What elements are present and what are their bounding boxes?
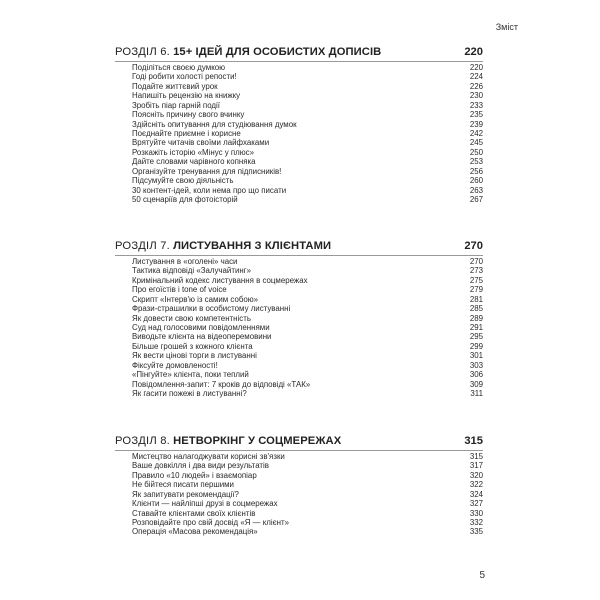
toc-entry-page: 320 [469,470,483,480]
toc-entry-page: 309 [469,379,483,389]
toc-entry-title: Подайте життєвий урок [132,81,218,91]
toc-entry-page: 224 [469,72,483,82]
toc-entry-page: 270 [469,256,483,266]
toc-entry-title: Суд над голосовими повідомленнями [132,323,270,333]
toc-entry [132,148,483,157]
toc-entry-page: 260 [469,176,483,186]
toc-entry-page: 233 [469,100,483,110]
toc-entry [132,333,483,342]
toc-entry-page: 273 [469,266,483,276]
chapter-page: 315 [464,435,483,447]
toc-entry-page: 306 [469,370,483,380]
toc-entry [132,101,483,110]
chapter-title: ЛИСТУВАННЯ З КЛІЄНТАМИ [173,240,332,252]
toc-entry [132,91,483,100]
toc-entry [132,110,483,119]
toc-entry-page: 322 [469,480,483,490]
toc-entry-title: Як гасити пожежі в листуванні? [132,389,247,399]
toc-entry-page: 327 [469,499,483,509]
chapter-heading [115,46,483,62]
chapter-page: 270 [464,240,483,252]
toc-entry [132,380,483,389]
toc-entry [132,509,483,518]
toc-entry-page: 324 [469,489,483,499]
toc-entry-title: Ставайте клієнтами своїх клієнтів [132,508,256,518]
toc-entry-title: Розповідайте про свій досвід «Я — клієнт» [132,518,290,528]
toc-entry-page: 317 [469,461,483,471]
toc-entry-title: Організуйте тренування для підписників! [132,166,282,176]
toc-entry-page: 239 [469,119,483,129]
toc-entry-page: 311 [470,389,483,399]
toc-entry-title: Годі робити холості репости! [132,72,237,82]
toc-entry [132,452,483,461]
toc-entry [132,139,483,148]
toc-entry [132,285,483,294]
toc-entry [132,157,483,166]
toc-entry-page: 256 [469,166,483,176]
toc-entry-title: Поділіться своєю думкою [132,62,226,72]
toc-entry [132,361,483,370]
toc-entry [132,314,483,323]
toc-entry [132,276,483,285]
toc-entry-title: «Пінгуйте» клієнта, поки теплий [132,370,249,380]
toc-entry [132,195,483,204]
toc-entry-page: 315 [469,451,483,461]
toc-entry-page: 299 [469,341,483,351]
chapter-page: 220 [464,46,483,58]
toc-entry-title: 50 сценаріїв для фотоісторій [132,195,238,205]
toc-entry [132,351,483,360]
toc-entry-page: 335 [469,527,483,537]
toc-entry-title: Про егоїстів і tone of voice [132,285,227,295]
toc-entry-page: 303 [469,360,483,370]
toc-entry-title: Більше грошей з кожного клієнта [132,341,253,351]
toc-entry [132,370,483,379]
toc-entry [132,167,483,176]
toc-entry-page: 250 [469,147,483,157]
toc-entry-page: 289 [469,313,483,323]
toc-entry-title: Як довести свою компетентність [132,313,251,323]
toc-entry-title: Розкажіть історію «Мінус у плюс» [132,147,254,157]
toc-section-8 [115,435,483,537]
chapter-label: РОЗДІЛ 6. [115,46,170,58]
toc-entry-title: Врятуйте читачів своїми лайфхаками [132,138,270,148]
toc-entry-title: Зробіть піар гарній події [132,100,220,110]
toc-entries [115,63,483,205]
toc-entry [132,120,483,129]
toc-entry [132,499,483,508]
toc-entry-title: 30 контент-ідей, коли нема про що писати [132,185,287,195]
toc-entry-title: Як запитувати рекомендації? [132,489,239,499]
toc-entry-page: 279 [469,285,483,295]
toc-entry [132,342,483,351]
toc-entry [132,528,483,537]
toc-entry-page: 330 [469,508,483,518]
toc-entry-title: Клієнти — найліпші друзі в соцмережах [132,499,278,509]
page-number: 5 [479,570,485,581]
toc-entry-title: Підсумуйте свою діяльність [132,176,234,186]
toc-entry-title: Листування в «оголені» часи [132,256,238,266]
toc-entry [132,389,483,398]
toc-entry-title: Операція «Масова рекомендація» [132,527,258,537]
toc-entry-title: Скрипт «Інтерв'ю із самим собою» [132,294,259,304]
toc-entry [132,323,483,332]
toc-entry [132,295,483,304]
toc-entry [132,63,483,72]
toc-entry-title: Повідомлення-запит: 7 кроків до відповіді «ТАК» [132,379,311,389]
toc-entry-title: Поясніть причину свого вчинку [132,110,245,120]
toc-entry [132,82,483,91]
toc-entry-title: Фіксуйте домовленості! [132,360,218,370]
toc-entry-page: 263 [469,185,483,195]
chapter-label: РОЗДІЛ 8. [115,435,170,447]
toc-entry-title: Кримінальний кодекс листування в соцмережах [132,275,308,285]
toc-entry [132,266,483,275]
toc-entry-page: 230 [469,91,483,101]
toc-entry-title: Здійсніть опитування для студіювання думок [132,119,297,129]
toc-entry-title: Не бійтеся писати першими [132,480,234,490]
toc-entry-page: 275 [469,275,483,285]
toc-entry-title: Поєднайте приємне і корисне [132,129,241,139]
toc-entries [115,257,483,399]
toc-entry-title: Виводьте клієнта на відеоперемовини [132,332,272,342]
toc-entry [132,480,483,489]
chapter-heading [115,435,483,451]
toc-entry-page: 253 [469,157,483,167]
toc-entry-title: Ваше довкілля і два види результатів [132,461,269,471]
toc-entries [115,452,483,537]
toc-entry-page: 220 [469,62,483,72]
toc-entry-title: Мистецтво налагоджувати корисні зв'язки [132,451,285,461]
toc-entry [132,461,483,470]
toc-entry [132,471,483,480]
toc-entry-page: 281 [469,294,483,304]
toc-entry-title: Правило «10 людей» і взаємопіар [132,470,257,480]
toc-entry-page: 242 [469,129,483,139]
toc-section-7 [115,240,483,399]
toc-entry [132,72,483,81]
chapter-heading [115,240,483,256]
toc-entry-page: 235 [469,110,483,120]
toc-entry-page: 226 [469,81,483,91]
toc-entry-page: 295 [469,332,483,342]
toc-entry-title: Фрази-страшилки в особистому листуванні [132,304,291,314]
toc-entry-page: 285 [469,304,483,314]
chapter-title: 15+ ІДЕЙ ДЛЯ ОСОБИСТИХ ДОПИСІВ [173,46,382,58]
toc-entry [132,490,483,499]
toc-entry-page: 332 [469,518,483,528]
toc-entry-title: Тактика відповіді «Залучайтинг» [132,266,251,276]
toc-entry-page: 245 [469,138,483,148]
toc-entry-page: 301 [469,351,483,361]
toc-entry-title: Напишіть рецензію на книжку [132,91,241,101]
toc-entry [132,518,483,527]
toc-entry-title: Дайте словами чарівного копняка [132,157,256,167]
toc-entry-title: Як вести цінові торги в листуванні [132,351,257,361]
toc-entry-page: 291 [469,323,483,333]
toc-entry [132,257,483,266]
toc-entry-page: 267 [469,195,483,205]
toc-entry [132,176,483,185]
toc-entry [132,129,483,138]
toc-entry [132,186,483,195]
toc-entry [132,304,483,313]
chapter-label: РОЗДІЛ 7. [115,240,170,252]
chapter-title: НЕТВОРКІНГ У СОЦМЕРЕЖАХ [173,435,342,447]
running-head: Зміст [495,22,518,32]
toc-section-6 [115,46,483,205]
